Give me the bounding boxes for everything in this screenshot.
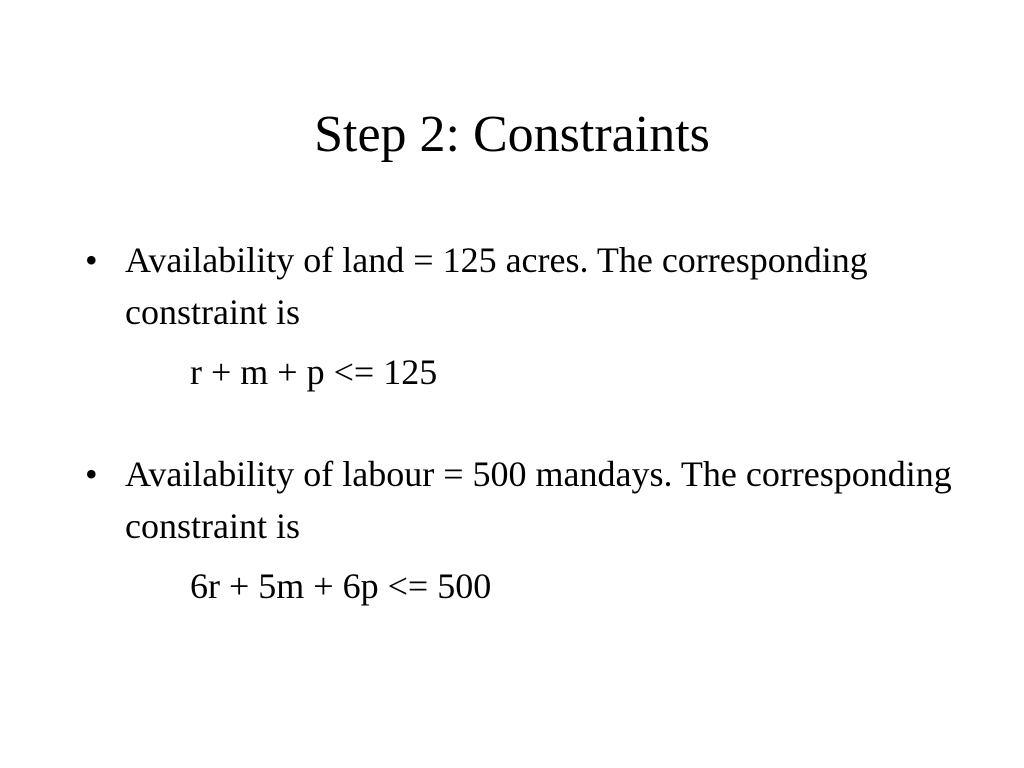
bullet-icon: •: [85, 240, 98, 280]
bullet-list: [85, 234, 965, 612]
bullet-text-land: Availability of land = 125 acres. The corresponding constraint is: [125, 240, 868, 332]
bullet-icon: •: [85, 454, 98, 494]
bullet-land: [85, 234, 965, 398]
bullet-text-labour: Availability of labour = 500 mandays. The corresponding constraint is: [125, 454, 952, 546]
slide-title: Step 2: Constraints: [314, 106, 710, 163]
constraint-formula-land: r + m + p <= 125: [190, 352, 438, 392]
constraint-formula-labour: 6r + 5m + 6p <= 500: [190, 566, 492, 606]
bullet-labour: [85, 448, 965, 612]
